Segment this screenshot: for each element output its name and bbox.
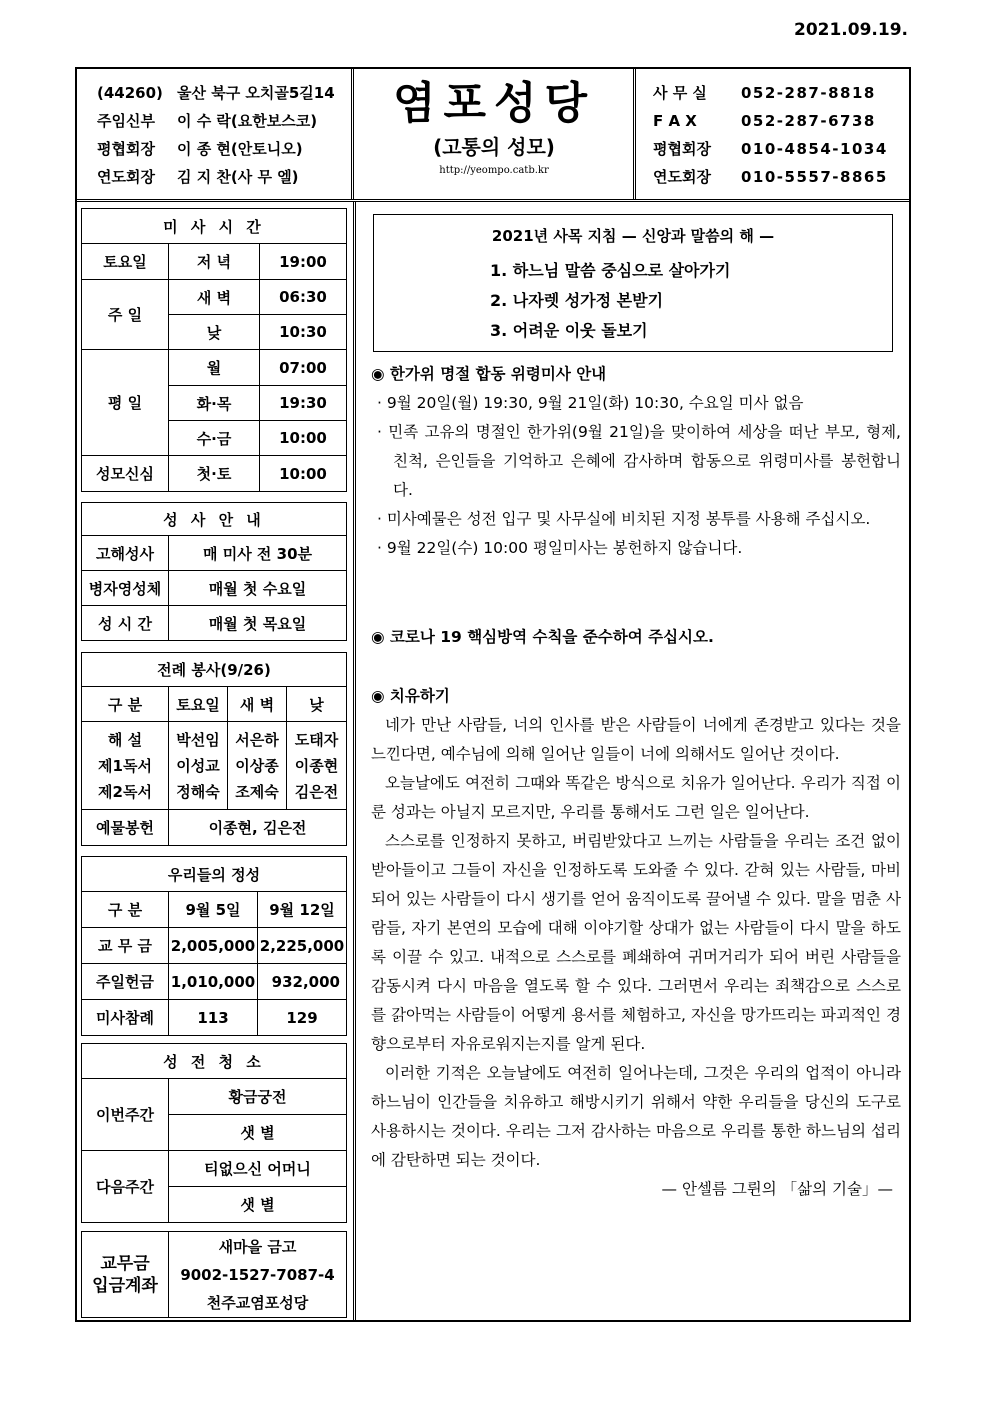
reflection-paragraph: 오늘날에도 여전히 그때와 똑같은 방식으로 치유가 일어난다. 우리가 직접 이룬 성과는 아닐지 모르지만, 우리를 통해서도 그런 일은 일어난다. (371, 774, 901, 821)
mass-times-caption: 미 사 시 간 (82, 209, 347, 244)
left-column (77, 202, 356, 1320)
pastoral-motto-box (373, 214, 893, 352)
covid-heading: ◉ 코로나 19 핵심방역 수칙을 준수하여 주십시오. (371, 628, 714, 646)
right-column (355, 202, 909, 1320)
church-title-block (355, 75, 633, 176)
notice-bullet: · 미사예물은 성전 입구 및 사무실에 비치된 지정 봉투를 사용해 주십시오. (377, 510, 871, 528)
yeondo-phone-row: 연도회장 010-5557-8865 (653, 168, 888, 186)
chuseok-heading: ◉ 한가위 명절 합동 위령미사 안내 (371, 365, 607, 383)
notice-bullet: · 민족 고유의 명절인 한가위(9월 21일)을 맞이하여 세상을 떠난 부모, 형제, 친척, 은인들을 기억하고 은혜에 감사하며 합동으로 위령미사를 봉헌합니다. (377, 423, 901, 499)
motto-item: 2. 나자렛 성가정 본받기 (490, 291, 664, 310)
bulletin-header (77, 69, 909, 202)
motto-item: 1. 하느님 말씀 중심으로 살아가기 (490, 261, 731, 280)
church-subtitle: (고통의 성모) (433, 135, 555, 159)
motto-title: 2021년 사목 지침 — 신앙과 말씀의 해 — (491, 227, 775, 245)
covid-notice (371, 623, 901, 652)
account-table (81, 1231, 347, 1318)
council-president-row: 평협회장 이 종 현(안토니오) (97, 140, 303, 158)
fax-row: F A X 052-287-6738 (653, 112, 876, 130)
council-phone-row: 평협회장 010-4854-1034 (653, 140, 888, 158)
notice-bullet: · 9월 20일(월) 19:30, 9월 21일(화) 10:30, 수요일 미사 없음 (377, 394, 804, 412)
contact-block (653, 79, 903, 191)
offerings-caption: 우리들의 정성 (82, 857, 347, 892)
church-name: 염포성당 (392, 78, 595, 129)
sacraments-table: 성 사 안 내 고해성사 매 미사 전 30분 병자영성체 매월 첫 수요일 성 시 간 매월 첫 목요일 (81, 502, 347, 641)
account-details: 새마을 금고 9002-1527-7087-4 천주교염포성당 (169, 1232, 347, 1318)
address-block (97, 79, 347, 191)
account-label: 교무금 입금계좌 (82, 1232, 169, 1318)
notice-bullet: · 9월 22일(수) 10:00 평일미사는 봉헌하지 않습니다. (377, 539, 743, 557)
liturgy-caption: 전례 봉사(9/26) (82, 653, 347, 687)
reflection-paragraph: 스스로를 인정하지 못하고, 버림받았다고 느끼는 사람들을 우리는 조건 없이 받아들이고 그들이 자신을 인정하도록 도와줄 수 있다. 갇혀 있는 사람들, 마비되어 있는 사람들이 다시 생기를 얻어 움직이도록 끌어낼 수 있다. 말을 멈춘 사람들, 자기 본연의 모습에 대해 이야기할 상대가 없는 사람들이 다시 말을 하도록 이끌 수 있고. 내적으로 스스로를 폐쇄하여 귀머거리가 되어 버린 사람들을 감동시켜 다시 마음을 열도록 할 수 있다. 그러면서 우리는 죄책감으로 스스로를 갉아먹는 사람들이 어떻게 용서를 체험하고, 자신을 망가뜨리는 파괴적인 경향으로부터 자유로워지는지를 알게 된다. (371, 832, 901, 1053)
reflection-signature: — 안셀름 그륀의 「삶의 기술」— (661, 1180, 893, 1198)
office-phone-row: 사 무 실 052-287-8818 (653, 84, 876, 102)
mass-times-table: 미 사 시 간 토요일 저 녁 19:00 주 일 새 벽 06:30 낮 10:30 평 일 월 07:00 화·목 19:30 수·금 10:00 성모신심 첫·토 10:00 (81, 208, 347, 492)
motto-item: 3. 어려운 이웃 돌보기 (490, 321, 648, 340)
bulletin-date: 2021.09.19. (793, 20, 908, 40)
reflection-paragraph: 이러한 기적은 오늘날에도 여전히 일어나는데, 그것은 우리의 업적이 아니라 하느님이 인간들을 치유하고 해방시키기 위해서 약한 우리들을 당신의 도구로 사용하시는 것이다. 우리는 그저 감사하는 마음으로 우리를 통한 하느님의 섭리에 감탄하면 되는 것이다. (371, 1064, 901, 1169)
cleaning-caption: 성 전 청 소 (82, 1044, 347, 1079)
reflection-heading: ◉ 치유하기 (371, 687, 450, 705)
bulletin-frame (75, 67, 911, 1322)
sacraments-caption: 성 사 안 내 (82, 503, 347, 536)
offerings-table: 우리들의 정성 구 분 9월 5일 9월 12일 교 무 금 2,005,000 2,225,000 주일헌금 1,010,000 932,000 미사참례 113 129 (81, 856, 347, 1036)
healing-reflection (371, 682, 901, 1204)
church-url[interactable]: http://yeompo.catb.kr (439, 165, 549, 176)
pastor-row: 주임신부 이 수 락(요한보스코) (97, 112, 318, 130)
address-row: (44260) 울산 북구 오치골5길14 (97, 84, 335, 102)
yeondo-president-row: 연도회장 김 지 찬(사 무 엘) (97, 168, 299, 186)
cleaning-table: 성 전 청 소 이번주간 황금궁전 샛 별 다음주간 티없으신 어머니 샛 별 (81, 1043, 347, 1223)
reflection-paragraph: 네가 만난 사람들, 너의 인사를 받은 사람들이 너에게 존경받고 있다는 것을 느낀다면, 예수님에 의해 일어난 일들이 너에 의해서도 일어난 것이다. (371, 716, 901, 763)
liturgy-service-table: 전례 봉사(9/26) 구 분 토요일 새 벽 낮 해 설 제1독서 제2독서 박선임 이성교 정해숙 서은하 이상종 조제숙 도태자 이종현 김은전 예물봉헌 이종현, 김은전 (81, 652, 347, 846)
chuseok-notice (371, 360, 901, 563)
